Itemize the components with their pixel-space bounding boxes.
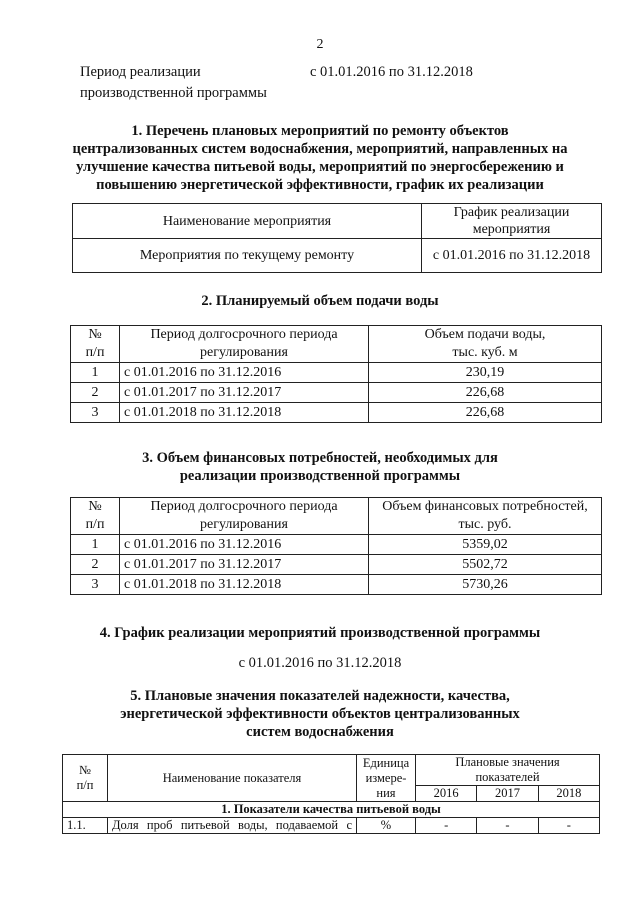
header-indicator-name: Наименование показателя [108, 755, 357, 802]
section5-title-line: систем водоснабжения [246, 724, 394, 740]
header-num-line2: п/п [85, 345, 105, 360]
section3-title-line: 3. Объем финансовых потребностей, необходимых для [142, 450, 498, 466]
row-period: с 01.01.2017 по 31.12.2017 [120, 555, 369, 575]
header-year-2016: 2016 [416, 786, 477, 802]
row-num: 1 [71, 363, 120, 383]
header-unit-line1: Единица [362, 755, 410, 770]
header-num-line1: № [79, 763, 91, 777]
table-row [71, 535, 602, 555]
header-period-line2: регулирования [200, 517, 288, 532]
header-financial-line2: тыс. руб. [458, 517, 512, 532]
header-planned-values [416, 755, 600, 786]
table-row [63, 818, 600, 834]
header-period-line1: Период долгосрочного периода [150, 499, 338, 514]
header-financial [369, 498, 602, 535]
header-period-line2: регулирования [200, 345, 288, 360]
section4-dates: с 01.01.2016 по 31.12.2018 [238, 655, 402, 671]
row-value-2017: - [477, 818, 538, 834]
indicators-table [62, 754, 600, 834]
header-num-line2: п/п [85, 517, 105, 532]
section1-title-line: централизованных систем водоснабжения, мероприятий, направленных на [72, 141, 568, 157]
period-value: с 01.01.2016 по 31.12.2018 [310, 64, 473, 80]
header-period [120, 326, 369, 363]
header-volume-line2: тыс. куб. м [452, 345, 518, 360]
header-num-line1: № [88, 499, 102, 514]
row-volume: 226,68 [369, 383, 602, 403]
table-row [71, 363, 602, 383]
section3-title [0, 449, 640, 485]
row-num: 3 [71, 403, 120, 423]
section5-title-line: 5. Плановые значения показателей надежности, качества, [130, 688, 510, 704]
period-label-line1: Период реализации [80, 64, 201, 80]
row-value-2018: - [538, 818, 599, 834]
financial-needs-table [70, 497, 602, 595]
header-schedule-line1: График реализации [453, 205, 570, 220]
row-indicator-name: Доля проб питьевой воды, подаваемой с [108, 818, 357, 834]
table-header-row [71, 498, 602, 535]
table-row [71, 403, 602, 423]
section4-title: 4. График реализации мероприятий производственной программы [99, 625, 541, 641]
section1-title-line: 1. Перечень плановых мероприятий по ремонту объектов [131, 123, 509, 139]
table-header-row [73, 204, 602, 239]
table-row [71, 555, 602, 575]
header-num [71, 498, 120, 535]
table-header-row [63, 755, 600, 786]
period-block [80, 62, 473, 104]
header-unit-line3: ния [376, 785, 396, 800]
header-num-line2: п/п [76, 778, 94, 792]
header-volume [369, 326, 602, 363]
period-label-line2: производственной программы [80, 85, 267, 101]
header-period [120, 498, 369, 535]
section1-title [0, 122, 640, 194]
group-row-water-quality: 1. Показатели качества питьевой воды [63, 802, 600, 818]
row-num: 1 [71, 535, 120, 555]
header-num-line1: № [88, 327, 102, 342]
measure-schedule: с 01.01.2016 по 31.12.2018 [422, 239, 602, 273]
section1-title-line: повышению энергетической эффективности, график их реализации [96, 177, 544, 193]
row-financial: 5359,02 [369, 535, 602, 555]
row-financial: 5730,26 [369, 575, 602, 595]
header-num [71, 326, 120, 363]
table-row [71, 383, 602, 403]
header-year-2018: 2018 [538, 786, 599, 802]
header-unit [357, 755, 416, 802]
header-schedule [422, 204, 602, 239]
header-unit-line2: измере- [365, 770, 407, 785]
header-num [63, 755, 108, 802]
table-header-row [71, 326, 602, 363]
row-financial: 5502,72 [369, 555, 602, 575]
row-unit: % [357, 818, 416, 834]
header-year-2017: 2017 [477, 786, 538, 802]
header-planned-line2: показателей [475, 770, 540, 784]
row-num: 3 [71, 575, 120, 595]
row-period: с 01.01.2016 по 31.12.2016 [120, 363, 369, 383]
row-num: 1.1. [63, 818, 108, 834]
page-number: 2 [316, 37, 324, 52]
water-supply-table [70, 325, 602, 423]
table-group-row [63, 802, 600, 818]
header-schedule-line2: мероприятия [472, 222, 551, 237]
header-period-line1: Период долгосрочного периода [150, 327, 338, 342]
row-period: с 01.01.2017 по 31.12.2017 [120, 383, 369, 403]
section1-title-line: улучшение качества питьевой воды, мероприятий по энергосбережению и [76, 159, 564, 175]
header-measure-name: Наименование мероприятия [73, 204, 422, 239]
row-period: с 01.01.2016 по 31.12.2016 [120, 535, 369, 555]
period-label [80, 62, 310, 104]
row-volume: 226,68 [369, 403, 602, 423]
header-planned-line1: Плановые значения [455, 755, 560, 769]
section5-title-line: энергетической эффективности объектов централизованных [120, 706, 520, 722]
section5-title [0, 687, 640, 741]
row-volume: 230,19 [369, 363, 602, 383]
row-period: с 01.01.2018 по 31.12.2018 [120, 403, 369, 423]
row-period: с 01.01.2018 по 31.12.2018 [120, 575, 369, 595]
table-row [71, 575, 602, 595]
measures-table [72, 203, 602, 273]
row-num: 2 [71, 383, 120, 403]
section3-title-line: реализации производственной программы [179, 468, 461, 484]
measure-name: Мероприятия по текущему ремонту [73, 239, 422, 273]
table-row [73, 239, 602, 273]
row-value-2016: - [416, 818, 477, 834]
section2-title: 2. Планируемый объем подачи воды [201, 293, 439, 309]
header-financial-line1: Объем финансовых потребностей, [382, 499, 588, 514]
header-volume-line1: Объем подачи воды, [424, 327, 546, 342]
row-num: 2 [71, 555, 120, 575]
